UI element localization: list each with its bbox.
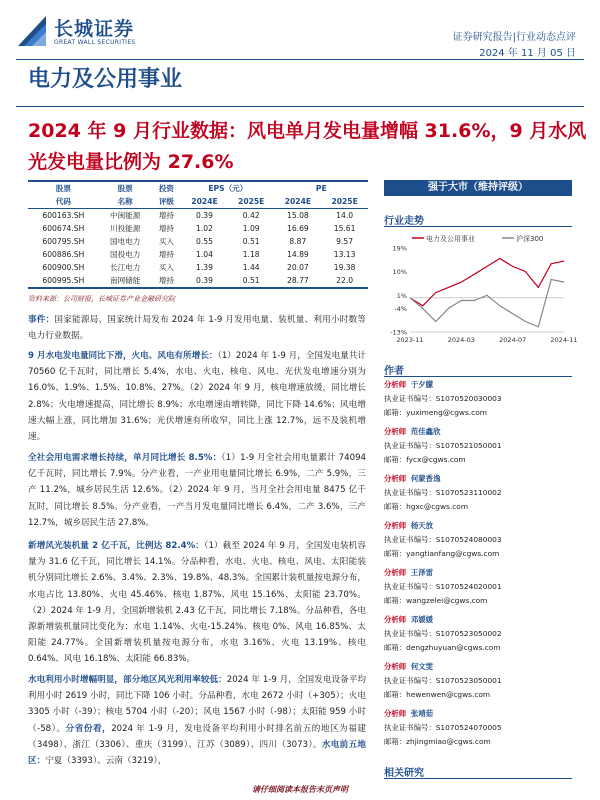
sector-title: 电力及公用事业 [28, 67, 183, 92]
table-cell: 1.09 [242, 224, 260, 233]
author-email[interactable]: 邮箱：hgxc@cgws.com [384, 502, 469, 511]
author-list [384, 378, 572, 754]
para-event-text: 国家能源局、国家统计局发布 2024 年 1-9 月发用电量、装机量、利用小时数等电力行业数据。 [28, 315, 366, 342]
th-pe: PE [275, 181, 368, 195]
th-eps-2025: 2025E [228, 195, 275, 209]
y-tick-label: -4% [394, 304, 407, 313]
report-date: 2024 年 11 月 05 日 [479, 48, 576, 59]
para-utilization-lead: 水电利用小时增幅明显，部分地区风光利用率较低： [28, 675, 227, 685]
table-source: 资料来源：公司财报，长城证券产业金融研究院 [28, 295, 175, 303]
para-capacity [28, 538, 366, 668]
th-code-2: 代码 [28, 195, 99, 209]
th-name-1: 股票 [99, 181, 152, 195]
y-tick-label: 19% [392, 244, 407, 253]
author-cert: 执业证书编号：S1070523050001 [384, 676, 502, 685]
author-role: 分析师 [384, 568, 407, 577]
x-tick-label: 2023-11 [396, 336, 424, 344]
series-line-index [410, 280, 564, 327]
great-wall-logo-icon [16, 14, 48, 48]
author-email[interactable]: 邮箱：dengzhuyuan@cgws.com [384, 643, 501, 652]
para-capacity-lead: 新增风光装机量 2 亿千瓦，比例达 82.4%： [28, 541, 205, 551]
author-email[interactable]: 邮箱：fycx@cgws.com [384, 455, 466, 464]
author-block [384, 707, 572, 749]
para-utilization-text: 2024 年 1-9 月，全国发电设备平均利用小时 2619 小时，同比下降 106 小时。分品种看，水电 2672 小时（+305）；火电 3305 小时（-39）；核电 5704 小时（-20）；风电 1567 小时（-98）；太阳能 959 小时（-58）。 [28, 675, 366, 734]
para-consumption-text: （1）1-9 月全社会用电量累计 74094 亿千瓦时，同比增长 7.9%。分产业看，一产业用电量同比增长 6.9%，二产 5.9%，三产 11.2%，城乡居民生活 12.6%。（2）2024 年 9 月，当月全社会用电量 8475 亿千瓦时，同比增长 8.5%。分产业看，一产当月发电量同比增长 6.4%，二产 3.6%，三产 12.7%，城乡居民生活 27.8%。 [28, 453, 367, 528]
legend-label-sector: 电力及公用事业 [426, 235, 475, 243]
author-name: 杨天放 [410, 521, 434, 530]
author-name: 何文雯 [410, 662, 434, 671]
author-email[interactable]: 邮箱：hewenwen@cgws.com [384, 690, 491, 699]
table-row [28, 274, 368, 288]
table-cell: 0.55 [196, 237, 213, 246]
table-cell: 14.89 [287, 250, 309, 259]
x-tick-label: 2024-03 [447, 336, 475, 344]
table-cell: 600674.SH [42, 224, 85, 233]
author-email[interactable]: 邮箱：yuximeng@cgws.com [384, 408, 487, 417]
th-eps-2024: 2024E [181, 195, 228, 209]
table-cell: 南网储能 [99, 274, 152, 288]
legend-label-index: 沪深300 [516, 235, 544, 243]
table-cell: 20.07 [287, 263, 309, 272]
author-block [384, 425, 572, 467]
author-cert: 执业证书编号：S1070524070005 [384, 723, 502, 732]
report-headline: 2024 年 9 月行业数据：风电单月发电量增幅 31.6%，9 月水风光发电量比例为 27.6% [28, 120, 587, 173]
th-pe-2024: 2024E [275, 195, 322, 209]
table-cell: 买入 [158, 263, 174, 272]
para-generation-lead: 9 月水电发电量同比下滑，火电、风电有所增长： [28, 351, 218, 361]
table-cell: 川投能源 [109, 224, 141, 233]
table-cell: 600795.SH [42, 237, 85, 246]
author-cert: 执业证书编号：S1070524080003 [384, 535, 502, 544]
trend-chart [384, 230, 578, 348]
table-cell: 0.51 [228, 274, 275, 288]
para-consumption [28, 450, 366, 531]
logo-en-text: GREAT WALL SECURITIES [54, 39, 136, 46]
author-name: 张靖茹 [410, 709, 434, 718]
author-cert: 执业证书编号：S1070524020001 [384, 582, 502, 591]
table-cell: 长江电力 [109, 263, 141, 272]
table-cell: 15.08 [287, 211, 309, 220]
authors-title: 作者 [384, 362, 572, 377]
table-cell: 1.18 [242, 250, 260, 259]
th-pe-2025: 2025E [321, 195, 368, 209]
trend-title: 行业走势 [384, 212, 572, 227]
table-cell: 28.77 [275, 274, 322, 288]
table-cell: 国投电力 [109, 250, 141, 259]
author-email[interactable]: 邮箱：wangzelei@cgws.com [384, 596, 488, 605]
para-generation [28, 348, 366, 445]
author-cert: 执业证书编号：S1070523110002 [384, 488, 502, 497]
author-block [384, 378, 572, 420]
para-utilization-text2: 2024 年 1-9 月，发电设备平均利用小时排名前五的地区为福建（3498）、浙江（3306）、重庆（3199）、江苏（3089）、四川（3073）。 [28, 723, 366, 750]
th-rating-2: 评级 [152, 195, 182, 209]
company-logo [16, 12, 166, 52]
series-line-sector [410, 259, 564, 306]
th-code-1: 股票 [28, 181, 99, 195]
table-cell: 增持 [152, 274, 182, 288]
table-cell: 1.04 [196, 250, 213, 259]
para-generation-text: （1）2024 年 1-9 月，全国发电量共计 70560 亿千瓦时，同比增长 5.4%，水电、火电、核电、风电、光伏发电增速分别为 16.0%、1.9%、1.5%、10.8%、27%。（2）2024 年 9 月，核电增速放缓，同比增长 2.8%；火电增速提高，同比增长 8.9%；水电增速由增转降，同比下降 14.6%；风电增速大幅上涨，同比增加 31.6%；光伏增速有所收窄，同比上涨 12.7%，远不及装机增速。 [28, 351, 366, 443]
author-block [384, 566, 572, 608]
report-type: 证券研究报告|行业动态点评 [452, 32, 576, 43]
logo-cn-text: 长城证券 [54, 18, 135, 40]
author-name: 邓媛媛 [410, 615, 434, 624]
table-cell: 1.02 [196, 224, 213, 233]
author-name: 王泽雷 [410, 568, 434, 577]
y-tick-label: 1% [396, 291, 407, 300]
table-cell: 0.39 [181, 274, 228, 288]
rating-badge: 强于大市（维持评级） [384, 180, 572, 196]
author-block [384, 660, 572, 702]
table-cell: 0.39 [196, 211, 213, 220]
table-row [28, 248, 368, 261]
author-cert: 执业证书编号：S1070523050002 [384, 629, 502, 638]
author-block [384, 613, 572, 655]
author-name: 范佳鑫欣 [410, 427, 441, 436]
para-utilization [28, 672, 366, 782]
related-title: 相关研究 [384, 764, 572, 779]
stock-table [28, 180, 368, 289]
table-cell: 600900.SH [42, 263, 85, 272]
table-cell: 0.51 [242, 237, 260, 246]
table-cell: 中闽能源 [109, 211, 141, 220]
author-block [384, 472, 572, 514]
author-name: 何蒙香逸 [410, 474, 441, 483]
para-capacity-text: （1）截至 2024 年 9 月，全国发电装机容量为 31.6 亿千瓦，同比增长 14.1%。分品种看，水电、火电、核电、风电、太阳能装机分别同比增长 2.6%、3.4%、2.3%、19.8%、48.3%。全国累计装机量按电源分布，水电占比 13.80%、火电 45.46%、核电 1.87%、风电 15.16%、太阳能 23.70%。（2）2024 年 1-9 月，全国新增装机 2.43 亿千瓦，同比增长 7.18%。分品种看，各电源新增装机量同比变化为：水电 1.14%、火电-15.24%、核电 0%、风电 16.85%、太阳能 24.77%。全国新增装机量按电源分布，水电 3.16%、火电 13.19%、核电 0.64%、风电 16.18%、太阳能 66.83%。 [28, 541, 366, 665]
table-cell: 19.38 [333, 263, 356, 272]
para-utilization-lead3: 水电前五地区： [28, 739, 366, 767]
author-email[interactable]: 邮箱：yangtianfang@cgws.com [384, 549, 500, 558]
author-role: 分析师 [384, 474, 407, 483]
th-eps: EPS（元） [181, 181, 274, 195]
table-cell: 600163.SH [42, 211, 85, 220]
author-role: 分析师 [384, 521, 407, 530]
author-role: 分析师 [384, 427, 407, 436]
table-cell: 1.39 [196, 263, 213, 272]
author-name: 于夕朦 [410, 380, 434, 389]
table-row [28, 209, 368, 223]
table-row [28, 235, 368, 248]
author-role: 分析师 [384, 380, 407, 389]
author-email[interactable]: 邮箱：zhjingmiao@cgws.com [384, 737, 491, 746]
table-cell: 增持 [158, 224, 174, 233]
table-cell: 13.13 [333, 250, 356, 259]
para-event [28, 312, 366, 344]
author-role: 分析师 [384, 709, 407, 718]
table-cell: 14.0 [336, 211, 354, 220]
y-tick-label: -13% [390, 328, 407, 337]
table-cell: 增持 [158, 211, 174, 220]
table-cell: 增持 [158, 250, 174, 259]
author-role: 分析师 [384, 615, 407, 624]
x-tick-label: 2024-11 [550, 336, 578, 344]
title-divider [16, 106, 584, 107]
table-cell: 600995.SH [28, 274, 99, 288]
table-cell: 8.87 [289, 237, 307, 246]
table-cell: 1.44 [242, 263, 260, 272]
author-cert: 执业证书编号：S1070520030003 [384, 394, 502, 403]
table-row [28, 261, 368, 274]
footer-note: 请仔细阅读本报告末页声明 [252, 785, 348, 794]
th-name-2: 名称 [99, 195, 152, 209]
para-utilization-text3: 宁夏（3393）、云南（3219）， [45, 756, 167, 767]
table-cell: 国电电力 [109, 237, 141, 246]
table-cell: 0.42 [242, 211, 260, 220]
para-consumption-lead: 全社会用电需求增长持续，单月同比增长 8.5%： [28, 453, 222, 463]
th-rating-1: 投资 [152, 181, 182, 195]
table-cell: 9.57 [336, 237, 354, 246]
table-row [28, 222, 368, 235]
table-cell: 22.0 [321, 274, 368, 288]
author-block [384, 519, 572, 561]
y-tick-label: 10% [392, 268, 407, 277]
author-cert: 执业证书编号：S1070521050001 [384, 441, 502, 450]
para-event-lead: 事件： [28, 315, 55, 325]
x-tick-label: 2024-07 [499, 336, 527, 344]
author-role: 分析师 [384, 662, 407, 671]
table-cell: 买入 [158, 237, 174, 246]
header-divider [16, 59, 584, 60]
para-utilization-lead2: 分省份看， [65, 723, 112, 734]
table-cell: 600886.SH [42, 250, 85, 259]
table-cell: 15.61 [333, 224, 356, 233]
table-cell: 16.69 [287, 224, 309, 233]
